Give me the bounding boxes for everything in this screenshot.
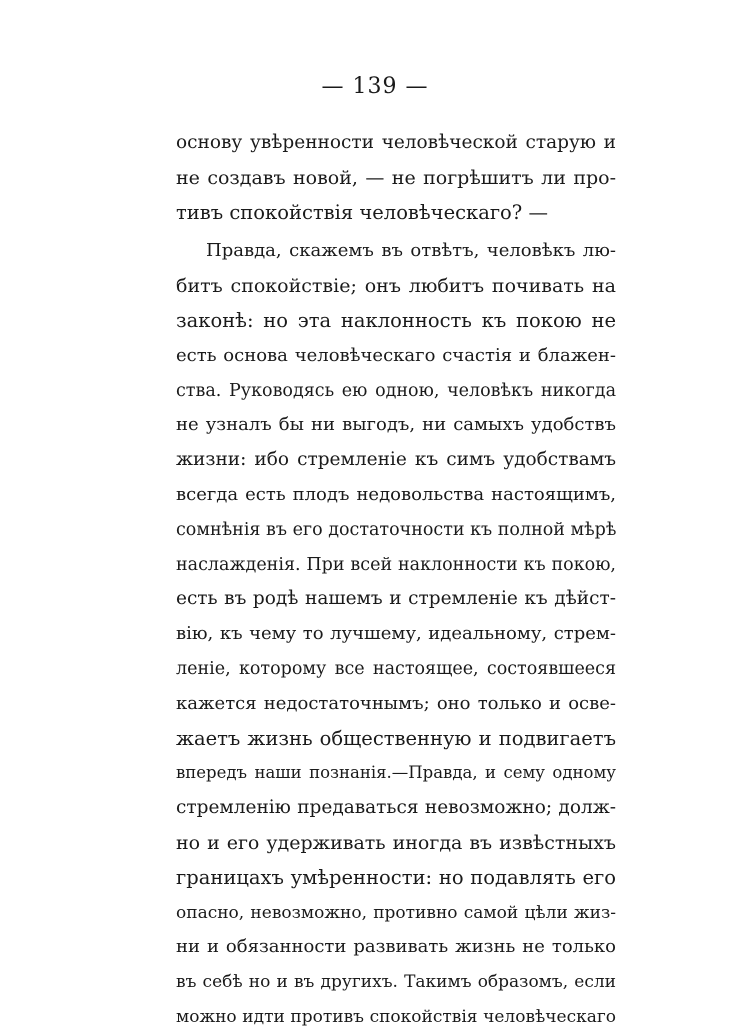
text-line: битъ спокойствіе; онъ любитъ почивать на — [176, 275, 616, 298]
text-line: ства. Руководясь ею одною, человѣкъ никогда — [176, 380, 616, 401]
text-line: кажется недостаточнымъ; оно только и осве- — [176, 692, 616, 714]
text-line: жизни: ибо стремленіе къ симъ удобствамъ — [176, 449, 616, 471]
text-line: стремленію предаваться невозможно; долж- — [176, 797, 616, 819]
text-line: опасно, невозможно, противно самой цѣли жиз- — [176, 902, 616, 923]
text-line: границахъ умѣренности: но подавлять его — [176, 865, 616, 889]
text-line: наслажденія. При всей наклонности къ покою, — [176, 554, 616, 575]
text-line: не узналъ бы ни выгодъ, ни самыхъ удобствъ — [176, 414, 616, 436]
text-line: основу увѣренности человѣческой старую и — [176, 132, 616, 153]
page-number: — 139 — — [321, 74, 429, 99]
text-line: ни и обязанности развивать жизнь не только — [176, 936, 616, 958]
text-line: есть въ родѣ нашемъ и стремленіе къ дѣйст- — [176, 588, 616, 610]
text-line: впередъ наши познанія.—Правда, и сему одному — [176, 763, 616, 783]
text-line: въ себѣ но и въ другихъ. Такимъ образомъ, если — [176, 972, 616, 993]
text-line: жаетъ жизнь общественную и подвигаетъ — [176, 726, 616, 750]
text-line: можно идти противъ спокойствія человѣческаго — [176, 1006, 616, 1027]
text-line: но и его удерживать иногда въ извѣстныхъ — [176, 831, 616, 854]
text-line: тивъ спокойствія человѣческаго? — — [176, 200, 548, 224]
text-line: сомнѣнія въ его достаточности къ полной мѣрѣ — [176, 519, 617, 540]
text-line: есть основа человѣческаго счастія и блажен- — [176, 344, 616, 366]
text-line: законѣ: но эта наклонность къ покою не — [176, 308, 616, 332]
text-line: всегда есть плодъ недовольства настоящимъ, — [176, 483, 616, 505]
text-line: не создавъ новой, — не погрѣшитъ ли про- — [176, 166, 616, 189]
text-line: Правда, скажемъ въ отвѣтъ, человѣкъ лю- — [206, 240, 616, 262]
text-line: вію, къ чему то лучшему, идеальному, стрем- — [176, 623, 616, 645]
text-line: леніе, которому все настоящее, состоявшееся — [176, 658, 616, 679]
body-text — [176, 126, 616, 1035]
